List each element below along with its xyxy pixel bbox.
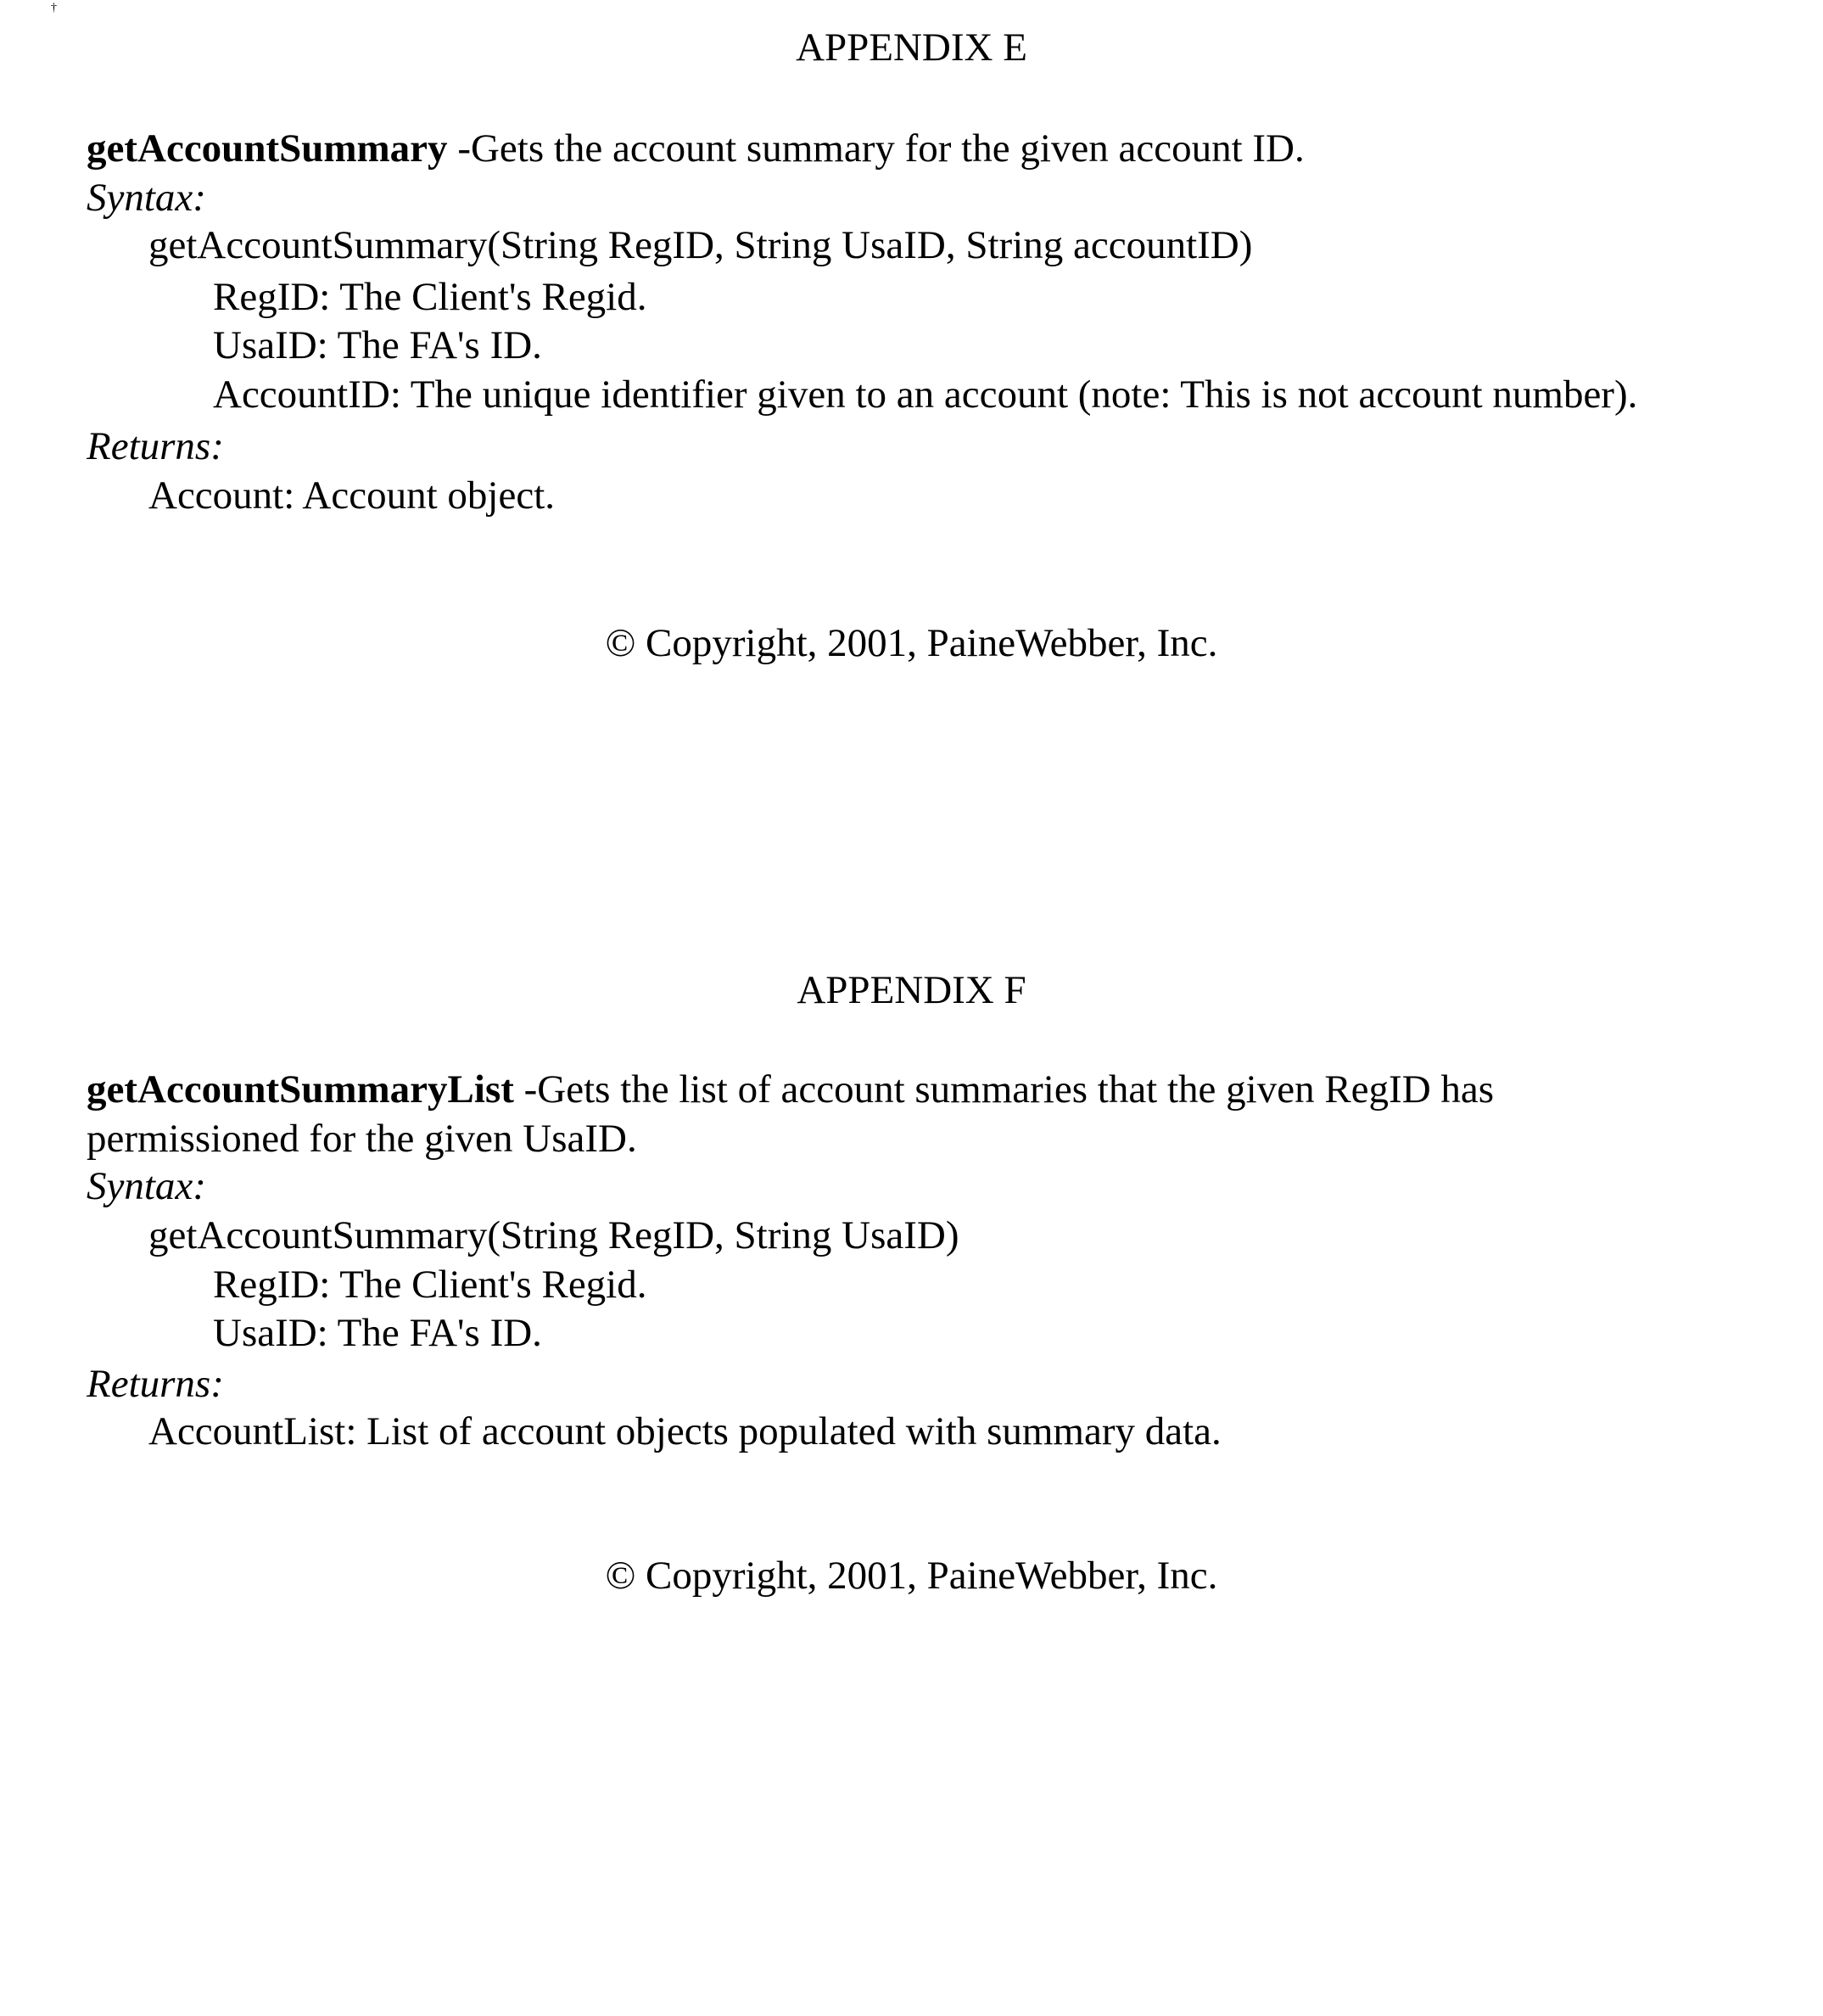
method-description bbox=[87, 125, 1305, 172]
appendix-heading: APPENDIX F bbox=[0, 966, 1823, 1014]
param-accountid: AccountID: The unique identifier given to an account (note: This is not account number). bbox=[213, 371, 1637, 418]
method-name: getAccountSummary bbox=[87, 126, 448, 171]
method-name: getAccountSummaryList bbox=[87, 1067, 514, 1112]
returns-label: Returns: bbox=[87, 423, 224, 470]
param-regid: RegID: The Client's Regid. bbox=[213, 273, 647, 321]
description-text: -Gets the list of account summaries that the given RegID has bbox=[514, 1067, 1494, 1112]
method-signature: getAccountSummary(String RegID, String UsaID, String accountID) bbox=[148, 221, 1252, 269]
method-description bbox=[87, 1066, 1494, 1113]
syntax-label: Syntax: bbox=[87, 174, 206, 221]
param-regid: RegID: The Client's Regid. bbox=[213, 1261, 647, 1308]
returns-label: Returns: bbox=[87, 1360, 224, 1408]
param-usaid: UsaID: The FA's ID. bbox=[213, 322, 542, 369]
scan-mark: † bbox=[51, 2, 57, 15]
appendix-heading: APPENDIX E bbox=[0, 24, 1823, 71]
syntax-label: Syntax: bbox=[87, 1162, 206, 1210]
method-signature: getAccountSummary(String RegID, String UsaID) bbox=[148, 1212, 959, 1259]
returns-value: AccountList: List of account objects populated with summary data. bbox=[148, 1408, 1222, 1455]
copyright: © Copyright, 2001, PaineWebber, Inc. bbox=[0, 1552, 1823, 1599]
returns-value: Account: Account object. bbox=[148, 472, 555, 519]
copyright: © Copyright, 2001, PaineWebber, Inc. bbox=[0, 619, 1823, 667]
description-text: -Gets the account summary for the given account ID. bbox=[448, 126, 1305, 171]
param-usaid: UsaID: The FA's ID. bbox=[213, 1309, 542, 1357]
method-description-cont: permissioned for the given UsaID. bbox=[87, 1115, 637, 1162]
